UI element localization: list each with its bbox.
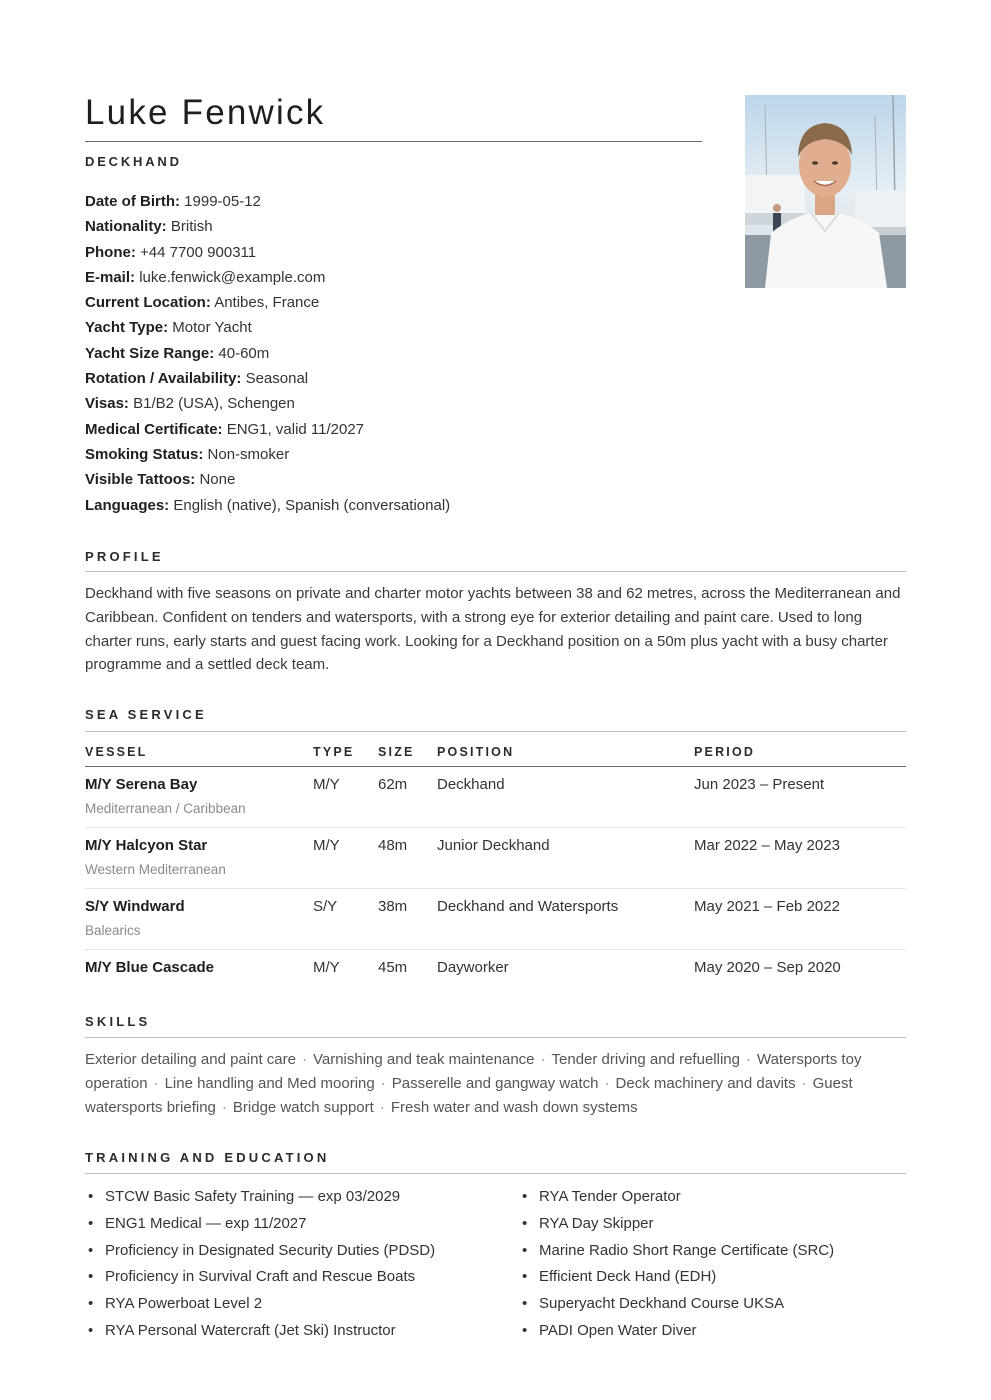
vessel-size: 48m [378,837,408,854]
detail-value: English (native), Spanish (conversational) [173,496,451,514]
detail-value: None [199,471,236,489]
training-item: Superyacht Deckhand Course UKSA [539,1295,785,1313]
detail-value: 1999-05-12 [184,193,261,210]
table-row [85,889,906,950]
skill-separator: · [221,1098,227,1116]
detail-current-location [85,290,450,315]
list-item [519,1291,834,1318]
vessel-position: Deckhand [437,776,505,793]
skill-item: Fresh water and wash down systems [390,1098,638,1116]
vessel-name: M/Y Serena Bay [85,776,198,793]
detail-email [85,265,450,290]
vessel-position: Deckhand and Watersports [437,898,619,915]
skill-separator: · [153,1074,159,1092]
vessel-name: S/Y Windward [85,898,185,915]
detail-value: 40-60m [218,344,270,362]
profile-summary: Deckhand with five seasons on private and charter motor yachts between 38 and 62 metres, across the Mediterranean and Caribbean. Confident on tenders and watersports, with a strong eye for exterior detailing and paint care. Used to long charter runs, early starts and guest facing work. Looking for a Deckhand position on a 50m plus yacht with a busy charter programme and a settled deck team. [85,585,901,674]
detail-yacht-size-range [85,341,450,366]
list-item [85,1264,435,1291]
training-list-left [85,1184,435,1345]
list-item [85,1184,435,1211]
skill-item: Deck machinery and davits [615,1074,796,1092]
detail-value: +44 7700 900311 [140,243,257,261]
detail-label: Date of Birth: [85,193,180,210]
vessel-size: 62m [378,776,408,793]
detail-rotation-availability [85,366,450,391]
skills-divider [85,1037,906,1038]
detail-date-of-birth [85,189,450,214]
detail-value: Antibes, France [214,294,320,312]
bullet-icon: • [88,1295,94,1313]
column-header-position: POSITION [437,745,515,759]
bullet-icon: • [522,1268,528,1286]
vessel-type: M/Y [313,959,340,976]
skill-item: Watersports toy operation [85,1051,862,1092]
skill-item: Passerelle and gangway watch [391,1074,599,1092]
training-heading: TRAINING AND EDUCATION [85,1150,330,1165]
skill-separator: · [301,1051,307,1068]
list-item [519,1238,834,1265]
vessel-size: 45m [378,959,408,976]
vessel-period: May 2020 – Sep 2020 [694,959,841,976]
detail-value: Non-smoker [207,445,290,463]
skill-separator: · [801,1074,807,1092]
vessel-type: M/Y [313,776,340,793]
column-header-size: SIZE [378,745,415,759]
table-row [85,950,906,1010]
detail-label: E-mail: [85,268,136,286]
training-item: Proficiency in Designated Security Duties (PDSD) [105,1241,436,1259]
detail-label: Nationality: [85,218,167,236]
detail-yacht-type [85,315,450,340]
detail-label: Languages: [85,496,170,514]
skills-heading: SKILLS [85,1014,151,1029]
vessel-period: Jun 2023 – Present [694,776,825,793]
list-item [85,1291,435,1318]
training-item: Efficient Deck Hand (EDH) [539,1268,717,1286]
bullet-icon: • [88,1321,94,1339]
training-item: RYA Powerboat Level 2 [105,1295,263,1313]
detail-label: Smoking Status: [85,445,204,463]
skill-item: Tender driving and refuelling [551,1051,740,1068]
detail-phone [85,240,450,265]
detail-languages [85,493,450,518]
training-item: Marine Radio Short Range Certificate (SRC) [539,1241,835,1259]
table-header-row [85,740,906,767]
list-item [85,1318,435,1345]
detail-label: Yacht Type: [85,319,169,337]
bullet-icon: • [522,1321,528,1339]
skill-separator: · [380,1074,386,1092]
column-header-period: PERIOD [694,745,756,759]
skill-separator: · [604,1074,610,1092]
vessel-position: Dayworker [437,959,509,976]
bullet-icon: • [88,1268,94,1286]
list-item [85,1238,435,1265]
detail-label: Visible Tattoos: [85,471,196,489]
bullet-icon: • [522,1188,528,1205]
vessel-period: Mar 2022 – May 2023 [694,837,840,854]
bullet-icon: • [522,1214,528,1232]
sea-service-table [85,740,906,1010]
vessel-region: Mediterranean / Caribbean [85,801,246,816]
detail-label: Medical Certificate: [85,420,223,438]
bullet-icon: • [88,1214,94,1232]
cv-header [85,0,906,520]
detail-visible-tattoos [85,467,450,492]
detail-value: Seasonal [245,370,309,388]
sea-service-divider [85,731,906,732]
list-item [519,1211,834,1238]
detail-value: Motor Yacht [172,319,252,337]
bullet-icon: • [522,1295,528,1313]
cv-page [85,0,906,1339]
vessel-type: S/Y [313,898,338,915]
detail-label: Yacht Size Range: [85,344,215,362]
detail-value: B1/B2 (USA), Schengen [133,395,295,413]
skill-separator: · [745,1051,751,1068]
detail-nationality [85,214,450,239]
skill-item: Line handling and Med mooring [164,1074,375,1092]
training-item: RYA Personal Watercraft (Jet Ski) Instructor [105,1321,396,1339]
portrait-photo [745,95,906,288]
detail-smoking-status [85,442,450,467]
vessel-region: Western Mediterranean [85,862,226,877]
profile-heading: PROFILE [85,549,164,564]
vessel-size: 38m [378,898,408,915]
list-item [85,1211,435,1238]
detail-medical-certificate [85,417,450,442]
table-row [85,828,906,889]
skill-separator: · [379,1098,385,1116]
column-header-vessel: VESSEL [85,745,148,759]
training-divider [85,1173,906,1174]
detail-label: Current Location: [85,294,211,312]
training-item: PADI Open Water Diver [539,1321,697,1339]
vessel-type: M/Y [313,837,340,854]
vessel-region: Balearics [85,923,141,938]
sea-service-heading: SEA SERVICE [85,707,207,722]
candidate-role: DECKHAND [85,154,182,169]
training-item: STCW Basic Safety Training — exp 03/2029 [105,1188,401,1205]
bullet-icon: • [88,1188,94,1205]
detail-label: Rotation / Availability: [85,370,242,388]
detail-label: Phone: [85,243,136,261]
list-item [519,1184,834,1211]
column-header-type: TYPE [313,745,355,759]
detail-label: Visas: [85,395,129,413]
vessel-name: M/Y Blue Cascade [85,959,214,976]
training-item: RYA Day Skipper [539,1214,654,1232]
detail-value: ENG1, valid 11/2027 [226,420,365,438]
name-divider [85,141,702,142]
detail-visas [85,391,450,416]
candidate-name: Luke Fenwick [85,93,326,132]
portrait-photo-image [745,95,906,288]
vessel-period: May 2021 – Feb 2022 [694,898,840,915]
vessel-name: M/Y Halcyon Star [85,837,208,854]
vessel-position: Junior Deckhand [437,837,550,854]
skill-separator: · [540,1051,546,1068]
detail-value: luke.fenwick@example.com [139,268,326,286]
list-item [519,1318,834,1345]
training-item: ENG1 Medical — exp 11/2027 [105,1214,307,1232]
training-item: Proficiency in Survival Craft and Rescue Boats [105,1268,416,1286]
skill-item: Exterior detailing and paint care [85,1051,296,1068]
skill-item: Guest watersports briefing [85,1074,853,1116]
skill-item: Bridge watch support [232,1098,374,1116]
list-item [519,1264,834,1291]
training-item: RYA Tender Operator [539,1188,681,1205]
skill-item: Varnishing and teak maintenance [312,1051,535,1068]
bullet-icon: • [522,1241,528,1259]
bullet-icon: • [88,1241,94,1259]
training-list-right [519,1184,834,1345]
skills-list [85,1048,906,1119]
personal-details-list [85,189,450,518]
detail-value: British [170,218,213,236]
profile-divider [85,571,906,572]
table-row [85,767,906,828]
